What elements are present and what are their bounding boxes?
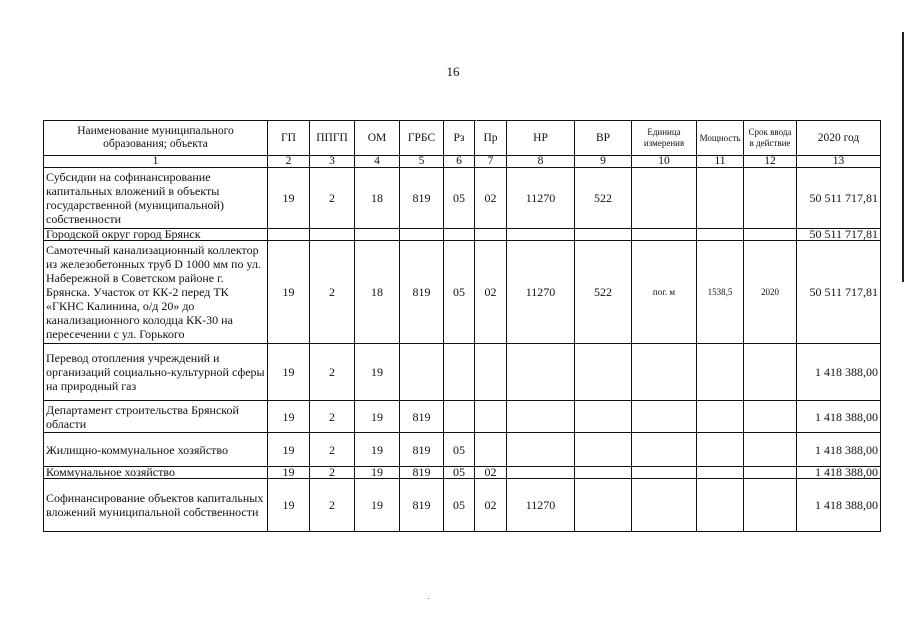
- cell-unit: [632, 168, 697, 229]
- scan-speck: [428, 598, 429, 599]
- cell-om: 19: [355, 433, 400, 467]
- cell-gp: [268, 229, 310, 241]
- cell-grbs: 819: [400, 467, 444, 479]
- cell-pr: [475, 229, 507, 241]
- table-row: [44, 433, 881, 467]
- cell-vr: 522: [575, 241, 632, 344]
- cell-om: 19: [355, 401, 400, 433]
- cell-nr: 11270: [507, 168, 575, 229]
- cell-name: Софинансирование объектов капитальных вложений муниципальной собственности: [44, 479, 268, 532]
- scan-speck: [476, 120, 477, 121]
- table-row: [44, 168, 881, 229]
- column-number: 12: [744, 156, 797, 168]
- cell-om: 18: [355, 241, 400, 344]
- cell-grbs: 819: [400, 401, 444, 433]
- cell-pr: 02: [475, 479, 507, 532]
- cell-name: Департамент строительства Брянской области: [44, 401, 268, 433]
- cell-amount: 1 418 388,00: [797, 467, 881, 479]
- cell-unit: [632, 344, 697, 401]
- header-om: ОМ: [355, 121, 400, 156]
- cell-term: [744, 229, 797, 241]
- cell-pr: [475, 401, 507, 433]
- cell-nr: [507, 344, 575, 401]
- cell-capacity: [697, 168, 744, 229]
- cell-ppgp: 2: [310, 479, 355, 532]
- header-term: Срок ввода в действие: [744, 121, 797, 156]
- table-row: [44, 401, 881, 433]
- cell-om: 19: [355, 344, 400, 401]
- cell-amount: 1 418 388,00: [797, 433, 881, 467]
- cell-ppgp: 2: [310, 168, 355, 229]
- cell-unit: [632, 433, 697, 467]
- column-number: 8: [507, 156, 575, 168]
- cell-ppgp: 2: [310, 433, 355, 467]
- cell-nr: [507, 467, 575, 479]
- column-number: 4: [355, 156, 400, 168]
- cell-grbs: [400, 344, 444, 401]
- column-number: 2: [268, 156, 310, 168]
- cell-amount: 1 418 388,00: [797, 479, 881, 532]
- table-row: [44, 479, 881, 532]
- cell-vr: [575, 467, 632, 479]
- cell-capacity: [697, 479, 744, 532]
- cell-grbs: 819: [400, 241, 444, 344]
- cell-om: 19: [355, 479, 400, 532]
- cell-nr: 11270: [507, 241, 575, 344]
- header-year: 2020 год: [797, 121, 881, 156]
- cell-name: Коммунальное хозяйство: [44, 467, 268, 479]
- table-row: [44, 344, 881, 401]
- cell-pr: [475, 344, 507, 401]
- cell-ppgp: [310, 229, 355, 241]
- cell-ppgp: 2: [310, 344, 355, 401]
- cell-vr: [575, 344, 632, 401]
- cell-grbs: 819: [400, 168, 444, 229]
- table-row: [44, 467, 881, 479]
- page-number: 16: [446, 64, 460, 79]
- cell-vr: [575, 401, 632, 433]
- cell-gp: 19: [268, 241, 310, 344]
- cell-gp: 19: [268, 168, 310, 229]
- cell-capacity: [697, 467, 744, 479]
- header-pr: Пр: [475, 121, 507, 156]
- column-number-row: [44, 156, 881, 168]
- column-number: 7: [475, 156, 507, 168]
- header-capacity: Мощность: [697, 121, 744, 156]
- cell-om: 19: [355, 467, 400, 479]
- header-grbs: ГРБС: [400, 121, 444, 156]
- cell-rz: 05: [444, 168, 475, 229]
- cell-term: [744, 467, 797, 479]
- header-gp: ГП: [268, 121, 310, 156]
- column-number: 5: [400, 156, 444, 168]
- cell-rz: [444, 229, 475, 241]
- cell-rz: [444, 344, 475, 401]
- cell-name: Перевод отопления учреждений и организаций социально-культурной сферы на природный газ: [44, 344, 268, 401]
- header-ppgp: ППГП: [310, 121, 355, 156]
- cell-name: Субсидии на софинансирование капитальных вложений в объекты государственной (муниципальной) собственности: [44, 168, 268, 229]
- cell-amount: 50 511 717,81: [797, 229, 881, 241]
- cell-pr: 02: [475, 241, 507, 344]
- budget-table: [43, 120, 881, 532]
- cell-vr: 522: [575, 168, 632, 229]
- cell-gp: 19: [268, 344, 310, 401]
- header-nr: НР: [507, 121, 575, 156]
- cell-amount: 50 511 717,81: [797, 168, 881, 229]
- header-rz: Рз: [444, 121, 475, 156]
- cell-rz: 05: [444, 433, 475, 467]
- column-number: 10: [632, 156, 697, 168]
- cell-amount: 50 511 717,81: [797, 241, 881, 344]
- cell-vr: [575, 479, 632, 532]
- cell-nr: [507, 401, 575, 433]
- table-row: [44, 229, 881, 241]
- column-number: 11: [697, 156, 744, 168]
- cell-term: 2020: [744, 241, 797, 344]
- cell-term: [744, 401, 797, 433]
- cell-nr: 11270: [507, 479, 575, 532]
- cell-grbs: 819: [400, 479, 444, 532]
- cell-unit: [632, 467, 697, 479]
- cell-term: [744, 168, 797, 229]
- cell-capacity: [697, 433, 744, 467]
- header-vr: ВР: [575, 121, 632, 156]
- cell-amount: 1 418 388,00: [797, 401, 881, 433]
- header-unit: Единица измерения: [632, 121, 697, 156]
- scan-edge-line: [902, 32, 904, 282]
- cell-pr: 02: [475, 467, 507, 479]
- cell-ppgp: 2: [310, 467, 355, 479]
- cell-gp: 19: [268, 433, 310, 467]
- budget-table-container: [43, 120, 881, 532]
- cell-gp: 19: [268, 401, 310, 433]
- cell-vr: [575, 229, 632, 241]
- column-number: 13: [797, 156, 881, 168]
- column-number: 9: [575, 156, 632, 168]
- cell-unit: [632, 229, 697, 241]
- cell-rz: 05: [444, 467, 475, 479]
- cell-unit: [632, 401, 697, 433]
- cell-gp: 19: [268, 467, 310, 479]
- cell-vr: [575, 433, 632, 467]
- cell-pr: 02: [475, 168, 507, 229]
- cell-capacity: [697, 401, 744, 433]
- column-number: 6: [444, 156, 475, 168]
- cell-gp: 19: [268, 479, 310, 532]
- cell-nr: [507, 433, 575, 467]
- cell-pr: [475, 433, 507, 467]
- cell-term: [744, 344, 797, 401]
- cell-name: Самотечный канализационный коллектор из железобетонных труб D 1000 мм по ул. Набережной в Советском районе г. Брянска. Участок от КК-2 перед ТК «ГКНС Калинина, о/д 20» до канализационного колодца КК-30 на пересечении с ул. Горького: [44, 241, 268, 344]
- cell-rz: [444, 401, 475, 433]
- cell-ppgp: 2: [310, 241, 355, 344]
- cell-om: 18: [355, 168, 400, 229]
- header-name: Наименование муниципального образования; объекта: [44, 121, 268, 156]
- header-row: [44, 121, 881, 156]
- cell-capacity: [697, 344, 744, 401]
- cell-amount: 1 418 388,00: [797, 344, 881, 401]
- cell-capacity: [697, 229, 744, 241]
- cell-grbs: [400, 229, 444, 241]
- cell-unit: [632, 479, 697, 532]
- cell-rz: 05: [444, 241, 475, 344]
- cell-term: [744, 479, 797, 532]
- column-number: 3: [310, 156, 355, 168]
- cell-name: Жилищно-коммунальное хозяйство: [44, 433, 268, 467]
- cell-grbs: 819: [400, 433, 444, 467]
- cell-capacity: 1538,5: [697, 241, 744, 344]
- table-row: [44, 241, 881, 344]
- cell-name: Городской округ город Брянск: [44, 229, 268, 241]
- cell-ppgp: 2: [310, 401, 355, 433]
- column-number: 1: [44, 156, 268, 168]
- cell-unit: пог. м: [632, 241, 697, 344]
- cell-nr: [507, 229, 575, 241]
- cell-term: [744, 433, 797, 467]
- cell-om: [355, 229, 400, 241]
- cell-rz: 05: [444, 479, 475, 532]
